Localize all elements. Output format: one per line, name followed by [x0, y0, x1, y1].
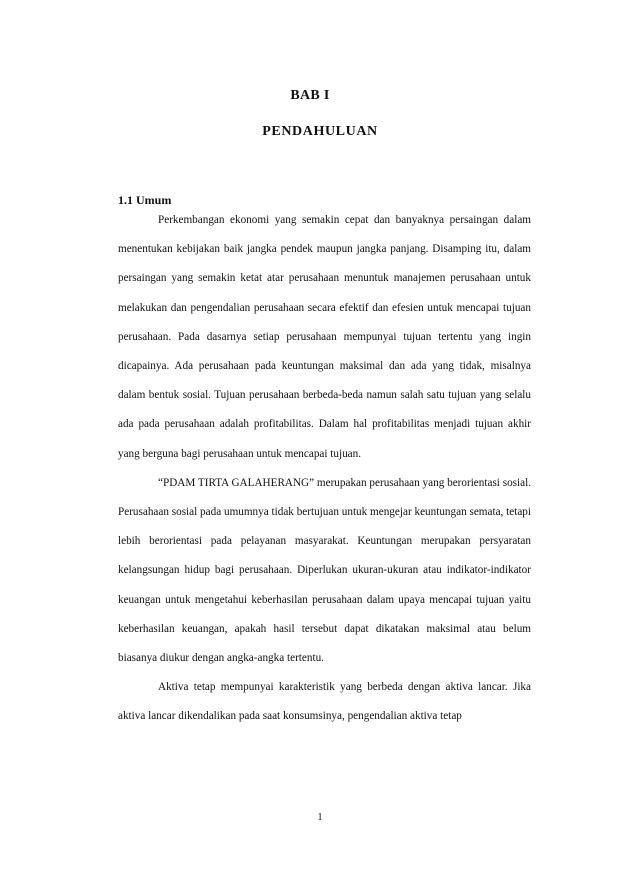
body-text — [118, 206, 531, 732]
chapter-heading: BAB I — [290, 88, 330, 103]
paragraph: Perkembangan ekonomi yang semakin cepat dan banyaknya persaingan dalam menentukan kebijakan baik jangka pendek maupun jangka panjang. Disamping itu, dalam persaingan yang semakin ketat atar perusahaan menuntuk manajemen perusahaan untuk melakukan dan pengendalian perusahaan secara efektif dan efesien untuk mencapai tujuan perusahaan. Pada dasarnya setiap perusahaan mempunyai tujuan tertentu yang ingin dicapainya. Ada perusahaan pada keuntungan maksimal dan ada yang tidak, misalnya dalam bentuk sosial. Tujuan perusahaan berbeda-beda namun salah satu tujuan yang selalu ada pada perusahaan adalah profitabilitas. Dalam hal profitabilitas menjadi tujuan akhir yang berguna bagi perusahaan untuk mencapai tujuan. — [118, 214, 531, 460]
paragraph: Aktiva tetap mempunyai karakteristik yang berbeda dengan aktiva lancar. Jika aktiva lancar dikendalikan pada saat konsumsinya, pengendalian aktiva tetap — [118, 681, 531, 723]
paragraph: “PDAM TIRTA GALAHERANG” merupakan perusahaan yang berorientasi sosial. Perusahaan sosial pada umumnya tidak bertujuan untuk mengejar keuntungan semata, tetapi lebih berorientasi pada pelayanan masyarakat. Keuntungan merupakan persyaratan kelangsungan hidup bagi perusahaan. Diperlukan ukuran-ukuran atau indikator-indikator keuangan untuk mengetahui keberhasilan perusahaan dalam upaya mencapai tujuan yaitu keberhasilan keuangan, apakah hasil tersebut dapat dikatakan maksimal atau belum biasanya diukur dengan angka-angka tertentu. — [118, 476, 531, 665]
page-number: 1 — [317, 812, 323, 823]
section-heading: 1.1 Umum — [118, 193, 172, 207]
chapter-title: PENDAHULUAN — [262, 124, 378, 139]
